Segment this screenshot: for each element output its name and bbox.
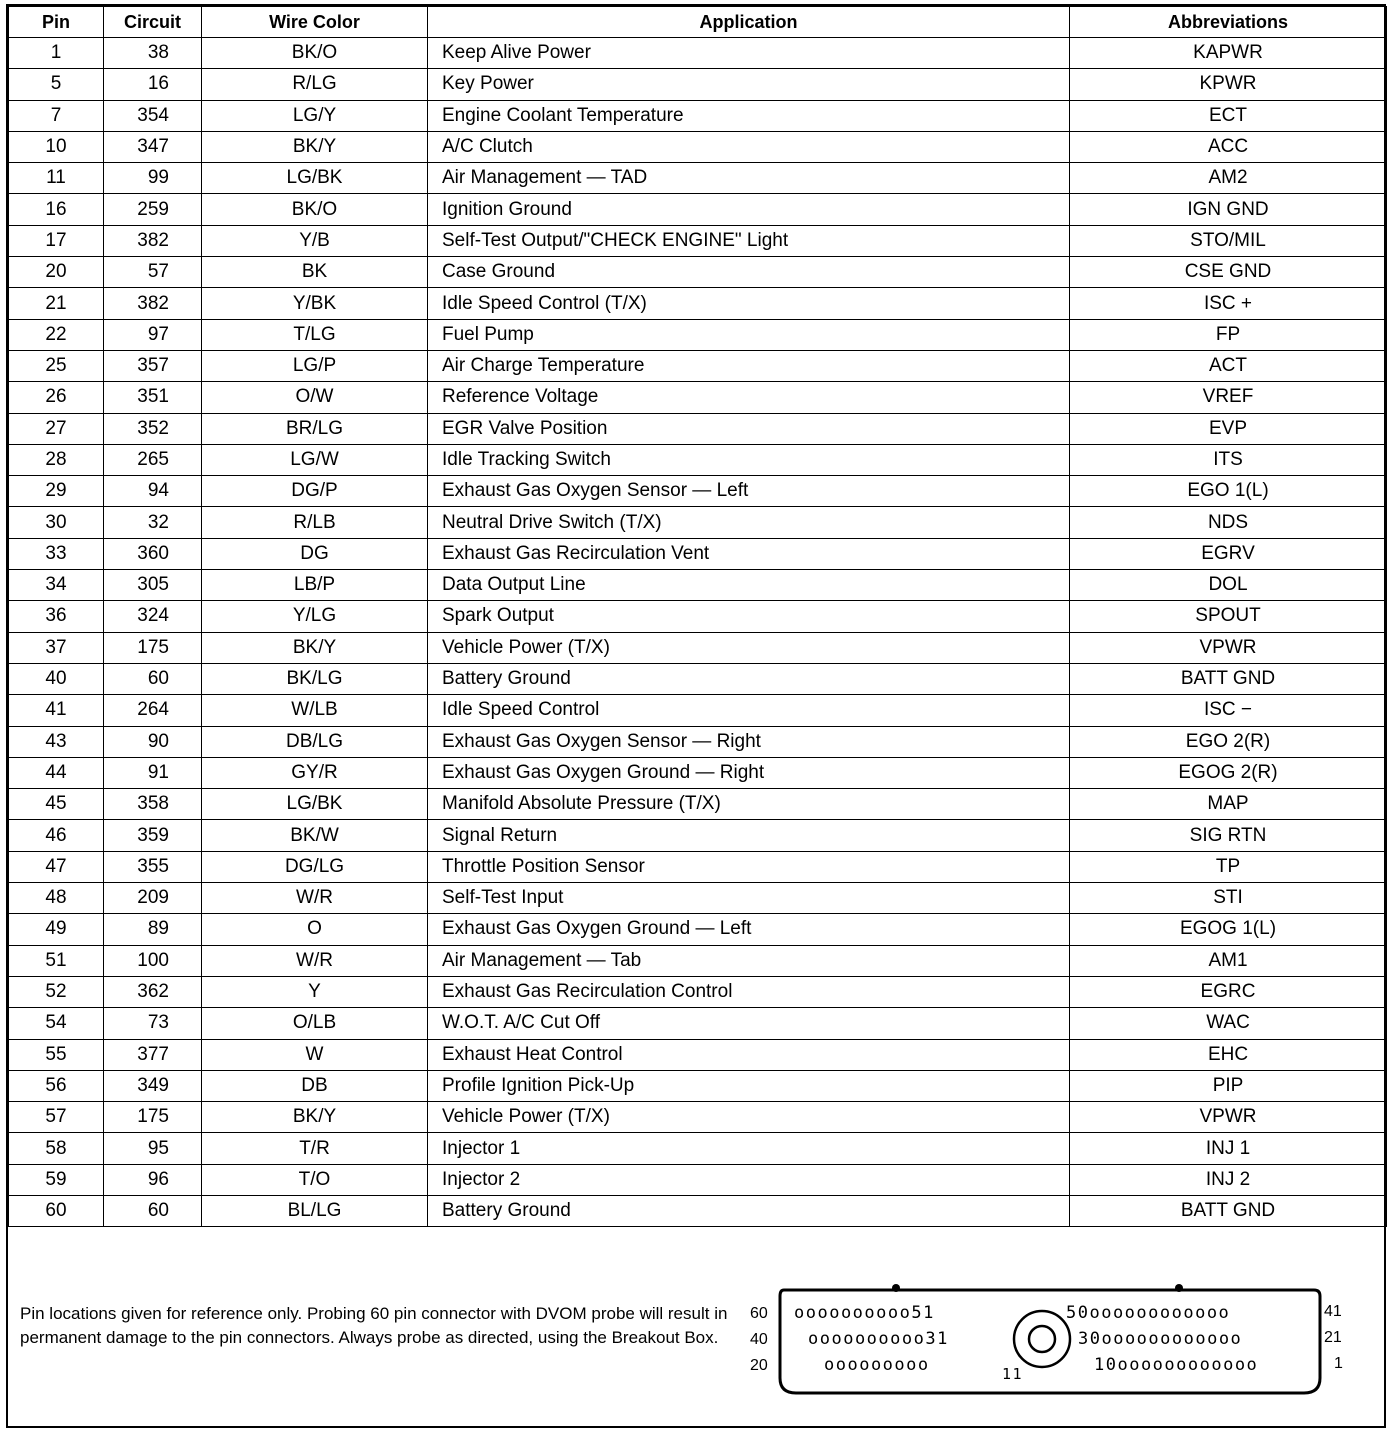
label-pin-60: 60 xyxy=(750,1305,768,1322)
application-cell: Vehicle Power (T/X) xyxy=(428,632,1070,663)
wire-color-cell: BK/LG xyxy=(202,663,428,694)
wire-color-cell: O xyxy=(202,914,428,945)
abbreviation-cell: NDS xyxy=(1070,507,1387,538)
circuit-cell: 73 xyxy=(104,1008,202,1039)
footer-note: Pin locations given for reference only. Probing 60 pin connector with DVOM probe will result in permanent damage to the pin connectors. Always probe as directed, using the Breakout Box. xyxy=(20,1304,728,1347)
abbreviation-cell: SPOUT xyxy=(1070,601,1387,632)
pin-cell: 25 xyxy=(9,350,104,381)
pin-cell: 28 xyxy=(9,444,104,475)
application-cell: Self-Test Output/"CHECK ENGINE" Light xyxy=(428,225,1070,256)
pin-row-1-left: oooooooooo51 xyxy=(794,1303,935,1323)
application-cell: Throttle Position Sensor xyxy=(428,851,1070,882)
application-cell: Air Management — Tab xyxy=(428,945,1070,976)
circuit-cell: 60 xyxy=(104,1195,202,1226)
abbreviation-cell: ACT xyxy=(1070,350,1387,381)
circuit-cell: 32 xyxy=(104,507,202,538)
circuit-cell: 265 xyxy=(104,444,202,475)
circuit-cell: 360 xyxy=(104,538,202,569)
wire-color-cell: LG/P xyxy=(202,350,428,381)
abbreviation-cell: EGO 2(R) xyxy=(1070,726,1387,757)
abbreviation-cell: EGOG 2(R) xyxy=(1070,757,1387,788)
application-cell: Manifold Absolute Pressure (T/X) xyxy=(428,789,1070,820)
circuit-cell: 382 xyxy=(104,225,202,256)
label-pin-21: 21 xyxy=(1324,1329,1342,1346)
table-row xyxy=(9,194,1387,225)
table-row xyxy=(9,131,1387,162)
circuit-cell: 57 xyxy=(104,257,202,288)
circuit-cell: 264 xyxy=(104,695,202,726)
abbreviation-cell: EVP xyxy=(1070,413,1387,444)
wire-color-cell: W/LB xyxy=(202,695,428,726)
header-abbreviations: Abbreviations xyxy=(1070,7,1387,38)
label-pin-40: 40 xyxy=(750,1331,768,1348)
application-cell: Battery Ground xyxy=(428,1195,1070,1226)
abbreviation-cell: KPWR xyxy=(1070,69,1387,100)
application-cell: Neutral Drive Switch (T/X) xyxy=(428,507,1070,538)
abbreviation-cell: EGRV xyxy=(1070,538,1387,569)
wire-color-cell: DB/LG xyxy=(202,726,428,757)
wire-color-cell: LB/P xyxy=(202,570,428,601)
pin-cell: 36 xyxy=(9,601,104,632)
label-pin-20: 20 xyxy=(750,1357,768,1374)
wire-color-cell: Y xyxy=(202,976,428,1007)
wire-color-cell: LG/W xyxy=(202,444,428,475)
circuit-cell: 175 xyxy=(104,1102,202,1133)
application-cell: Idle Speed Control xyxy=(428,695,1070,726)
pin-cell: 10 xyxy=(9,131,104,162)
pin-cell: 20 xyxy=(9,257,104,288)
application-cell: Idle Speed Control (T/X) xyxy=(428,288,1070,319)
header-application: Application xyxy=(428,7,1070,38)
circuit-cell: 358 xyxy=(104,789,202,820)
header-wire-color: Wire Color xyxy=(202,7,428,38)
pin-cell: 58 xyxy=(9,1133,104,1164)
wire-color-cell: W/R xyxy=(202,883,428,914)
pin-cell: 30 xyxy=(9,507,104,538)
application-cell: Profile Ignition Pick-Up xyxy=(428,1070,1070,1101)
table-row xyxy=(9,570,1387,601)
table-row xyxy=(9,288,1387,319)
pin-cell: 22 xyxy=(9,319,104,350)
circuit-cell: 99 xyxy=(104,163,202,194)
table-row xyxy=(9,976,1387,1007)
wire-color-cell: BK xyxy=(202,257,428,288)
table-row xyxy=(9,914,1387,945)
wire-color-cell: BK/Y xyxy=(202,131,428,162)
abbreviation-cell: STO/MIL xyxy=(1070,225,1387,256)
wire-color-cell: R/LG xyxy=(202,69,428,100)
circuit-cell: 94 xyxy=(104,476,202,507)
table-body xyxy=(9,38,1387,1227)
table-row xyxy=(9,538,1387,569)
table-row xyxy=(9,1133,1387,1164)
abbreviation-cell: AM1 xyxy=(1070,945,1387,976)
circuit-cell: 347 xyxy=(104,131,202,162)
circuit-cell: 355 xyxy=(104,851,202,882)
abbreviation-cell: ITS xyxy=(1070,444,1387,475)
table-row xyxy=(9,413,1387,444)
application-cell: Air Management — TAD xyxy=(428,163,1070,194)
abbreviation-cell: PIP xyxy=(1070,1070,1387,1101)
table-row xyxy=(9,163,1387,194)
table-row xyxy=(9,1008,1387,1039)
pin-cell: 51 xyxy=(9,945,104,976)
table-row xyxy=(9,663,1387,694)
pin-cell: 27 xyxy=(9,413,104,444)
circuit-cell: 352 xyxy=(104,413,202,444)
wire-color-cell: T/R xyxy=(202,1133,428,1164)
pin-cell: 59 xyxy=(9,1164,104,1195)
circuit-cell: 324 xyxy=(104,601,202,632)
table-row xyxy=(9,695,1387,726)
pin-cell: 37 xyxy=(9,632,104,663)
wire-color-cell: GY/R xyxy=(202,757,428,788)
abbreviation-cell: EGRC xyxy=(1070,976,1387,1007)
pin-cell: 52 xyxy=(9,976,104,1007)
abbreviation-cell: VPWR xyxy=(1070,632,1387,663)
wire-color-cell: Y/BK xyxy=(202,288,428,319)
table-row xyxy=(9,632,1387,663)
circuit-cell: 89 xyxy=(104,914,202,945)
pin-cell: 26 xyxy=(9,382,104,413)
wire-color-cell: BR/LG xyxy=(202,413,428,444)
wire-color-cell: LG/BK xyxy=(202,789,428,820)
wire-color-cell: W xyxy=(202,1039,428,1070)
header-pin: Pin xyxy=(9,7,104,38)
table-row xyxy=(9,1102,1387,1133)
application-cell: Key Power xyxy=(428,69,1070,100)
pin-cell: 44 xyxy=(9,757,104,788)
abbreviation-cell: ECT xyxy=(1070,100,1387,131)
pin-cell: 40 xyxy=(9,663,104,694)
application-cell: Ignition Ground xyxy=(428,194,1070,225)
wire-color-cell: LG/BK xyxy=(202,163,428,194)
pin-cell: 17 xyxy=(9,225,104,256)
abbreviation-cell: INJ 2 xyxy=(1070,1164,1387,1195)
pin-cell: 60 xyxy=(9,1195,104,1226)
circuit-cell: 259 xyxy=(104,194,202,225)
application-cell: Vehicle Power (T/X) xyxy=(428,1102,1070,1133)
abbreviation-cell: WAC xyxy=(1070,1008,1387,1039)
table-row xyxy=(9,1164,1387,1195)
application-cell: Data Output Line xyxy=(428,570,1070,601)
connector-diagram xyxy=(744,1278,1364,1408)
application-cell: Injector 1 xyxy=(428,1133,1070,1164)
pin-cell: 33 xyxy=(9,538,104,569)
circuit-cell: 100 xyxy=(104,945,202,976)
application-cell: Air Charge Temperature xyxy=(428,350,1070,381)
wire-color-cell: LG/Y xyxy=(202,100,428,131)
table-row xyxy=(9,820,1387,851)
pin-row-1-right: 50oooooooooooo xyxy=(1066,1303,1231,1323)
table-row xyxy=(9,507,1387,538)
circuit-cell: 359 xyxy=(104,820,202,851)
abbreviation-cell: SIG RTN xyxy=(1070,820,1387,851)
wire-color-cell: W/R xyxy=(202,945,428,976)
circuit-cell: 305 xyxy=(104,570,202,601)
table-row xyxy=(9,601,1387,632)
circuit-cell: 95 xyxy=(104,1133,202,1164)
table-row xyxy=(9,444,1387,475)
table-row xyxy=(9,789,1387,820)
application-cell: Signal Return xyxy=(428,820,1070,851)
pin-cell: 48 xyxy=(9,883,104,914)
wire-color-cell: DB xyxy=(202,1070,428,1101)
circuit-cell: 382 xyxy=(104,288,202,319)
label-pin-41: 41 xyxy=(1324,1303,1342,1320)
pin-cell: 16 xyxy=(9,194,104,225)
pin-cell: 43 xyxy=(9,726,104,757)
application-cell: Exhaust Gas Oxygen Sensor — Right xyxy=(428,726,1070,757)
application-cell: Idle Tracking Switch xyxy=(428,444,1070,475)
table-row xyxy=(9,1195,1387,1226)
wire-color-cell: DG/LG xyxy=(202,851,428,882)
table-row xyxy=(9,225,1387,256)
table-row xyxy=(9,69,1387,100)
circuit-cell: 377 xyxy=(104,1039,202,1070)
abbreviation-cell: FP xyxy=(1070,319,1387,350)
pin-cell: 29 xyxy=(9,476,104,507)
application-cell: Keep Alive Power xyxy=(428,38,1070,69)
table-row xyxy=(9,382,1387,413)
abbreviation-cell: KAPWR xyxy=(1070,38,1387,69)
pin-row-2-left: oooooooooo31 xyxy=(808,1329,949,1349)
circuit-cell: 90 xyxy=(104,726,202,757)
pin-cell: 49 xyxy=(9,914,104,945)
abbreviation-cell: ISC + xyxy=(1070,288,1387,319)
abbreviation-cell: ISC − xyxy=(1070,695,1387,726)
pin-row-3-left: ooooooooo xyxy=(824,1355,930,1375)
table-row xyxy=(9,726,1387,757)
wire-color-cell: O/LB xyxy=(202,1008,428,1039)
abbreviation-cell: AM2 xyxy=(1070,163,1387,194)
application-cell: Battery Ground xyxy=(428,663,1070,694)
abbreviation-cell: BATT GND xyxy=(1070,663,1387,694)
circuit-cell: 357 xyxy=(104,350,202,381)
application-cell: Case Ground xyxy=(428,257,1070,288)
abbreviation-cell: INJ 1 xyxy=(1070,1133,1387,1164)
circuit-cell: 209 xyxy=(104,883,202,914)
abbreviation-cell: CSE GND xyxy=(1070,257,1387,288)
application-cell: Exhaust Gas Oxygen Ground — Left xyxy=(428,914,1070,945)
pin-cell: 34 xyxy=(9,570,104,601)
pin-cell: 41 xyxy=(9,695,104,726)
application-cell: Self-Test Input xyxy=(428,883,1070,914)
table-row xyxy=(9,1070,1387,1101)
application-cell: Engine Coolant Temperature xyxy=(428,100,1070,131)
wire-color-cell: O/W xyxy=(202,382,428,413)
circuit-cell: 16 xyxy=(104,69,202,100)
table-row xyxy=(9,883,1387,914)
circuit-cell: 362 xyxy=(104,976,202,1007)
wire-color-cell: T/LG xyxy=(202,319,428,350)
circuit-cell: 96 xyxy=(104,1164,202,1195)
pin-cell: 47 xyxy=(9,851,104,882)
wire-color-cell: BK/Y xyxy=(202,632,428,663)
circuit-cell: 354 xyxy=(104,100,202,131)
circuit-cell: 351 xyxy=(104,382,202,413)
circuit-cell: 91 xyxy=(104,757,202,788)
table-row xyxy=(9,851,1387,882)
application-cell: Spark Output xyxy=(428,601,1070,632)
application-cell: A/C Clutch xyxy=(428,131,1070,162)
table-row xyxy=(9,945,1387,976)
circuit-cell: 60 xyxy=(104,663,202,694)
pinout-table xyxy=(8,6,1387,1227)
application-cell: Injector 2 xyxy=(428,1164,1070,1195)
table-row xyxy=(9,757,1387,788)
pin-cell: 45 xyxy=(9,789,104,820)
circuit-cell: 349 xyxy=(104,1070,202,1101)
application-cell: W.O.T. A/C Cut Off xyxy=(428,1008,1070,1039)
circuit-cell: 175 xyxy=(104,632,202,663)
pin-cell: 7 xyxy=(9,100,104,131)
label-pin-1: 1 xyxy=(1334,1355,1343,1372)
application-cell: Fuel Pump xyxy=(428,319,1070,350)
wire-color-cell: DG xyxy=(202,538,428,569)
abbreviation-cell: ACC xyxy=(1070,131,1387,162)
abbreviation-cell: IGN GND xyxy=(1070,194,1387,225)
circuit-cell: 97 xyxy=(104,319,202,350)
abbreviation-cell: VPWR xyxy=(1070,1102,1387,1133)
abbreviation-cell: MAP xyxy=(1070,789,1387,820)
abbreviation-cell: BATT GND xyxy=(1070,1195,1387,1226)
pin-cell: 54 xyxy=(9,1008,104,1039)
application-cell: Exhaust Gas Oxygen Sensor — Left xyxy=(428,476,1070,507)
pin-cell: 21 xyxy=(9,288,104,319)
wire-color-cell: DG/P xyxy=(202,476,428,507)
application-cell: EGR Valve Position xyxy=(428,413,1070,444)
pin-cell: 11 xyxy=(9,163,104,194)
application-cell: Reference Voltage xyxy=(428,382,1070,413)
pin-row-2-right: 30oooooooooooo xyxy=(1078,1329,1243,1349)
wire-color-cell: BL/LG xyxy=(202,1195,428,1226)
pin-cell: 57 xyxy=(9,1102,104,1133)
table-row xyxy=(9,1039,1387,1070)
wire-color-cell: Y/LG xyxy=(202,601,428,632)
abbreviation-cell: TP xyxy=(1070,851,1387,882)
pin-cell: 5 xyxy=(9,69,104,100)
header-circuit: Circuit xyxy=(104,7,202,38)
pin-row-3-right: 10oooooooooooo xyxy=(1094,1355,1259,1375)
wire-color-cell: R/LB xyxy=(202,507,428,538)
table-row xyxy=(9,38,1387,69)
abbreviation-cell: EHC xyxy=(1070,1039,1387,1070)
wire-color-cell: BK/Y xyxy=(202,1102,428,1133)
abbreviation-cell: EGO 1(L) xyxy=(1070,476,1387,507)
table-row xyxy=(9,100,1387,131)
application-cell: Exhaust Gas Recirculation Vent xyxy=(428,538,1070,569)
application-cell: Exhaust Heat Control xyxy=(428,1039,1070,1070)
table-row xyxy=(9,257,1387,288)
pin-cell: 55 xyxy=(9,1039,104,1070)
table-row xyxy=(9,350,1387,381)
abbreviation-cell: EGOG 1(L) xyxy=(1070,914,1387,945)
application-cell: Exhaust Gas Oxygen Ground — Right xyxy=(428,757,1070,788)
wire-color-cell: BK/O xyxy=(202,38,428,69)
pin-cell: 56 xyxy=(9,1070,104,1101)
wire-color-cell: T/O xyxy=(202,1164,428,1195)
abbreviation-cell: VREF xyxy=(1070,382,1387,413)
abbreviation-cell: STI xyxy=(1070,883,1387,914)
table-header-row xyxy=(9,7,1387,38)
table-row xyxy=(9,319,1387,350)
pinout-sheet xyxy=(6,4,1386,1428)
abbreviation-cell: DOL xyxy=(1070,570,1387,601)
pin-cell: 46 xyxy=(9,820,104,851)
wire-color-cell: BK/W xyxy=(202,820,428,851)
wire-color-cell: BK/O xyxy=(202,194,428,225)
pin-cell: 1 xyxy=(9,38,104,69)
application-cell: Exhaust Gas Recirculation Control xyxy=(428,976,1070,1007)
table-row xyxy=(9,476,1387,507)
wire-color-cell: Y/B xyxy=(202,225,428,256)
circuit-cell: 38 xyxy=(104,38,202,69)
pin-row-3-mid: 11 xyxy=(1002,1365,1024,1383)
